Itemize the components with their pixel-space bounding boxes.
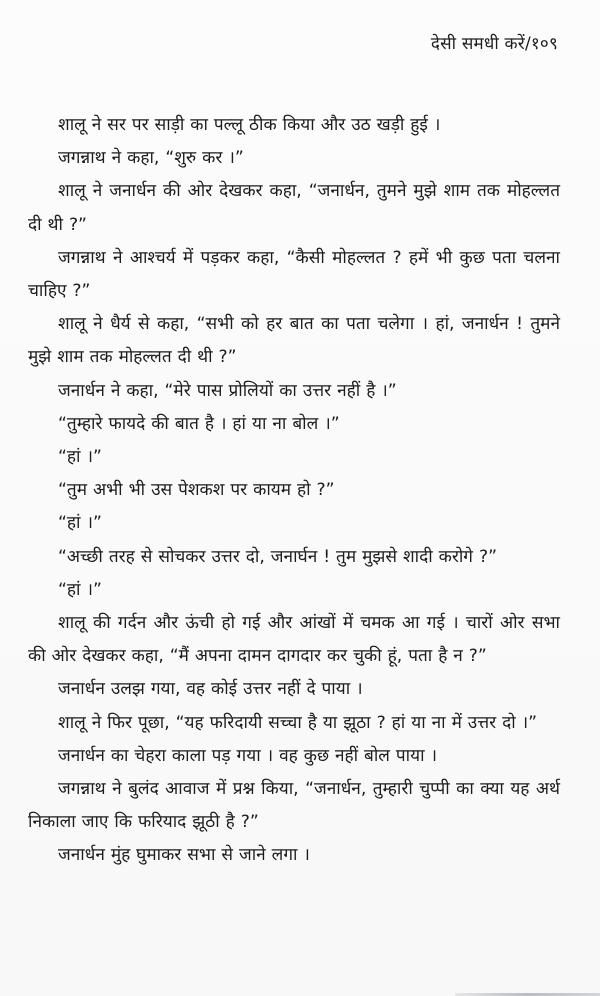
paragraph: शालू की गर्दन और ऊंची हो गई और आंखों में चमक आ गई । चारों ओर सभा की ओर देखकर कहा, “मैं अपना दामन दागदार कर चुकी हूं, पता है न ?” <box>28 613 560 667</box>
paragraph: जनार्धन का चेहरा काला पड़ गया । वह कुछ नहीं बोल पाया । <box>58 745 438 766</box>
paragraph: “अच्छी तरह से सोचकर उत्तर दो, जनार्घन ! तुम मुझसे शादी करोगे ?” <box>58 546 497 567</box>
paragraph: जनार्धन उलझ गया, वह कोई उत्तर नहीं दे पाया । <box>58 679 363 700</box>
paragraph: “हां ।” <box>58 513 102 534</box>
paragraph: जगन्नाथ ने बुलंद आवाज में प्रश्न किया, “जनार्धन, तुम्हारी चुप्पी का क्या यह अर्थ निकाला जाए कि फरियाद झूठी है ?” <box>28 779 560 833</box>
paragraph: शालू ने धैर्य से कहा, “सभी को हर बात का पता चलेगा । हां, जनार्धन ! तुमने मुझे शाम तक मोहल्लत दी थी ?” <box>28 314 560 368</box>
paragraph: शालू ने जनार्धन की ओर देखकर कहा, “जनार्धन, तुमने मुझे शाम तक मोहल्लत दी थी ?” <box>28 181 560 235</box>
paragraph: जगन्नाथ ने कहा, “शुरु कर ।” <box>58 148 244 169</box>
paragraph: जनार्धन ने कहा, “मेरे पास प्रोलियों का उत्तर नहीं है ।” <box>58 380 397 401</box>
body-text <box>28 109 560 873</box>
paragraph: जनार्धन मुंह घुमाकर सभा से जाने लगा । <box>58 845 310 866</box>
paragraph: “हां ।” <box>58 447 102 468</box>
paragraph: “हां ।” <box>58 579 102 600</box>
paragraph: जगन्नाथ ने आश्चर्य में पड़कर कहा, “कैसी मोहल्लत ? हमें भी कुछ पता चलना चाहिए ?” <box>28 247 560 302</box>
paragraph: “तुम्हारे फायदे की बात है । हां या ना बोल ।” <box>58 413 340 434</box>
paragraph: शालू ने फिर पूछा, “यह फरिदायी सच्चा है या झूठा ? हां या ना में उत्तर दो ।” <box>58 712 538 733</box>
paragraph: “तुम अभी भी उस पेशकश पर कायम हो ?” <box>58 480 335 501</box>
paragraph: शालू ने सर पर साड़ी का पल्लू ठीक किया और उठ खड़ी हुई । <box>58 115 441 135</box>
running-header: देसी समधी करें/१०९ <box>430 34 558 54</box>
